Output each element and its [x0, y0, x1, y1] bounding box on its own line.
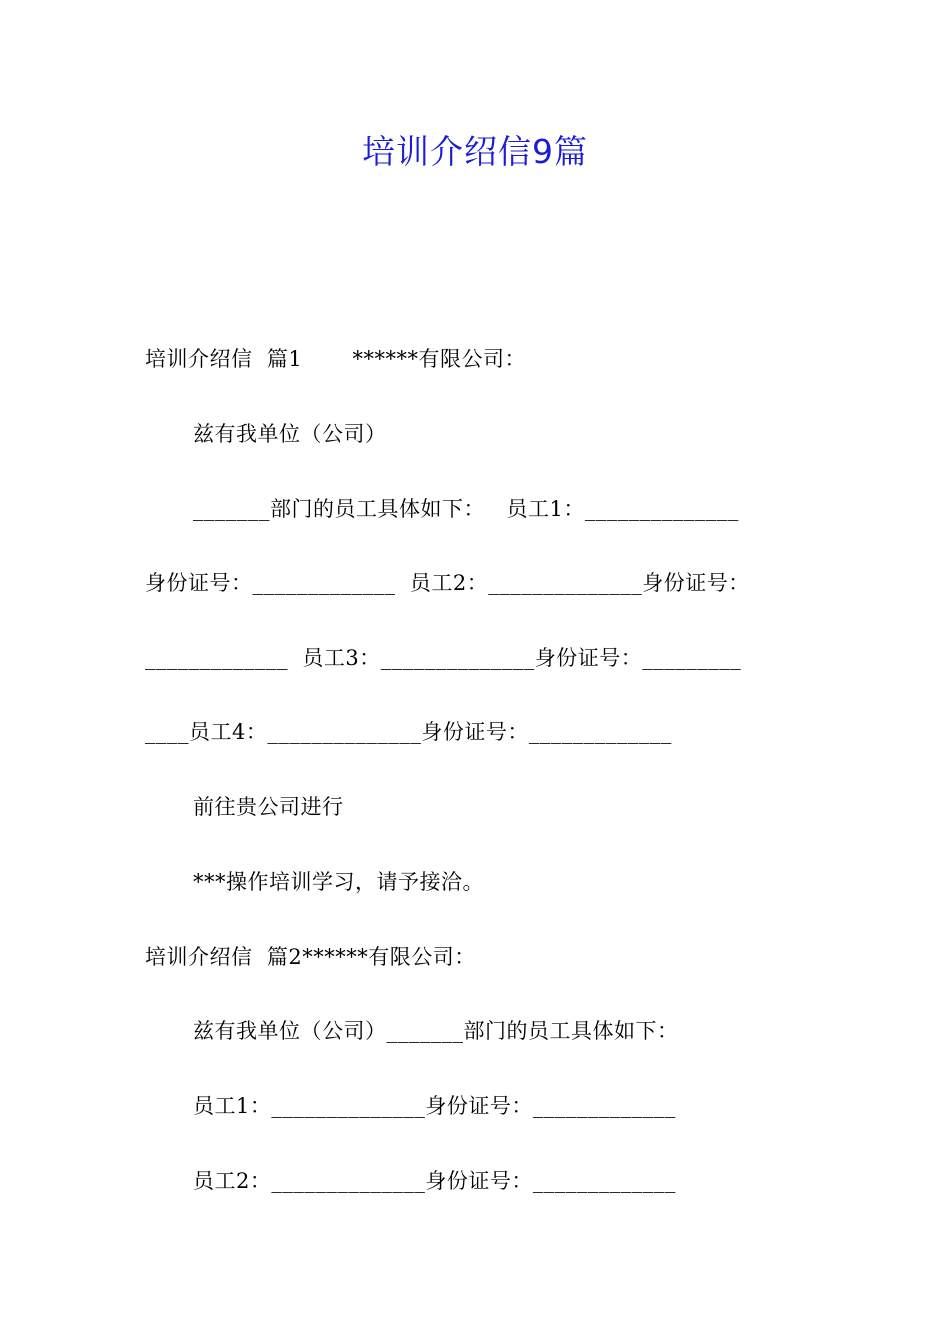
paragraph-line: 员工2：______________身份证号：_____________: [193, 1169, 676, 1193]
paragraph-line: 兹有我单位（公司）_______部门的员工具体如下：: [193, 1019, 679, 1043]
section-1-heading: 培训介绍信 篇1 ******有限公司：: [145, 347, 526, 371]
paragraph-line: _______部门的员工具体如下： 员工1：______________: [193, 497, 739, 521]
paragraph-line: 兹有我单位（公司）: [193, 422, 387, 446]
section-2-heading: 培训介绍信 篇2******有限公司：: [145, 945, 476, 969]
paragraph-line: ____员工4：______________身份证号：_____________: [145, 720, 672, 744]
paragraph-line: _____________ 员工3：______________身份证号：_________: [145, 646, 742, 670]
paragraph-line: ***操作培训学习，请予接洽。: [193, 870, 484, 894]
document-title: 培训介绍信9篇: [362, 132, 588, 171]
paragraph-line: 前往贵公司进行: [193, 795, 344, 819]
paragraph-line: 身份证号：_____________ 员工2：______________身份证号：: [145, 571, 750, 595]
paragraph-line: 员工1：______________身份证号：_____________: [193, 1094, 676, 1118]
